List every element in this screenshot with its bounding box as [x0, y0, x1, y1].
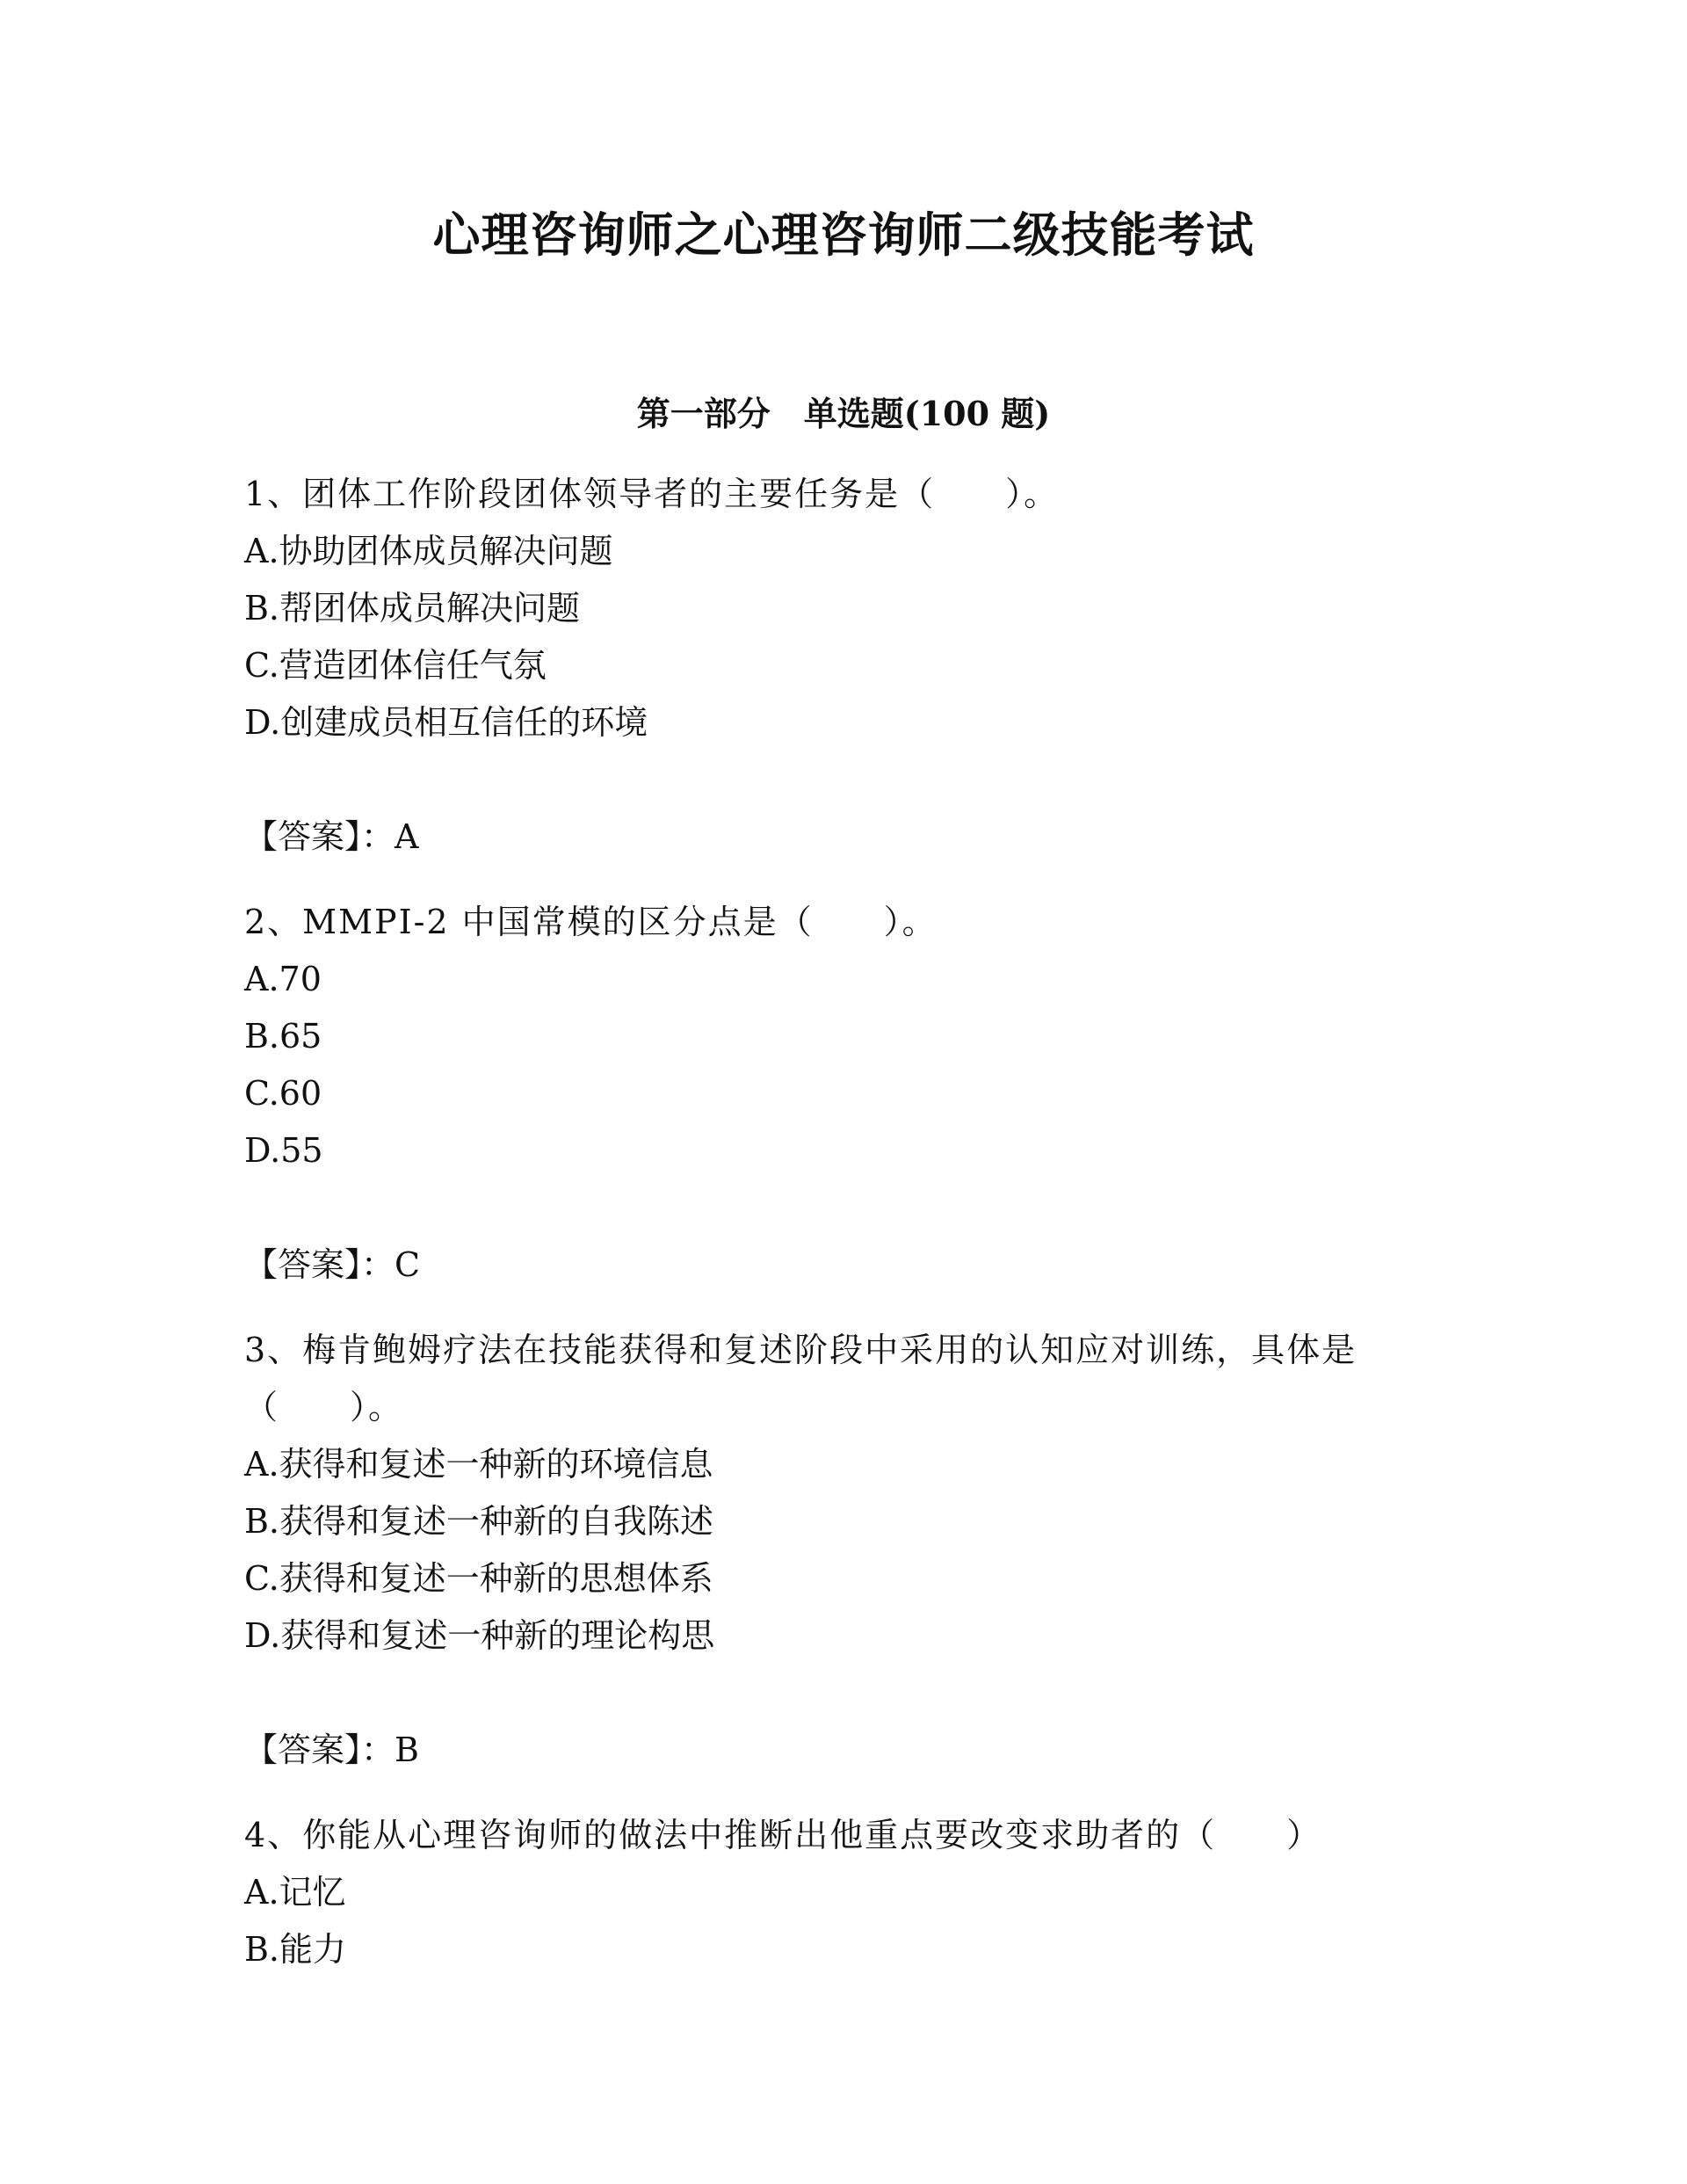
section-title: 第一部分 单选题(100 题): [636, 394, 1051, 433]
question-list: [244, 466, 1457, 1978]
option-d: D.55: [244, 1131, 323, 1170]
question-2: [244, 894, 1457, 1294]
option-a: A.70: [244, 960, 322, 998]
answer-label: 【答案】：A: [244, 817, 419, 856]
option-d: D.创建成员相互信任的环境: [244, 703, 648, 742]
question-3: [244, 1322, 1457, 1779]
document-title: 心理咨询师之心理咨询师二级技能考试: [432, 207, 1255, 263]
option-c: C.获得和复述一种新的思想体系: [244, 1559, 713, 1598]
answer-label: 【答案】：B: [244, 1731, 419, 1769]
option-b: B.能力: [244, 1930, 347, 1969]
option-a: A.获得和复述一种新的环境信息: [244, 1445, 713, 1484]
question-stem: 3、梅肯鲍姆疗法在技能获得和复述阶段中采用的认知应对训练，具体是（ ）。: [244, 1331, 1358, 1426]
option-d: D.获得和复述一种新的理论构思: [244, 1616, 715, 1655]
option-a: A.记忆: [244, 1873, 346, 1912]
answer-label: 【答案】：C: [244, 1245, 421, 1284]
question-4: [244, 1807, 1457, 1978]
option-c: C.营造团体信任气氛: [244, 646, 547, 685]
option-b: B.65: [244, 1017, 322, 1056]
question-1: [244, 466, 1457, 866]
option-b: B.获得和复述一种新的自我陈述: [244, 1502, 714, 1541]
option-c: C.60: [244, 1074, 322, 1113]
question-stem: 1、团体工作阶段团体领导者的主要任务是（ ）。: [244, 475, 1060, 513]
option-b: B.帮团体成员解决问题: [244, 589, 581, 628]
question-stem: 4、你能从心理咨询师的做法中推断出他重点要改变求助者的（ ）: [244, 1816, 1322, 1854]
question-stem: 2、MMPI-2 中国常模的区分点是（ ）。: [244, 903, 938, 941]
option-a: A.协助团体成员解决问题: [244, 532, 613, 570]
